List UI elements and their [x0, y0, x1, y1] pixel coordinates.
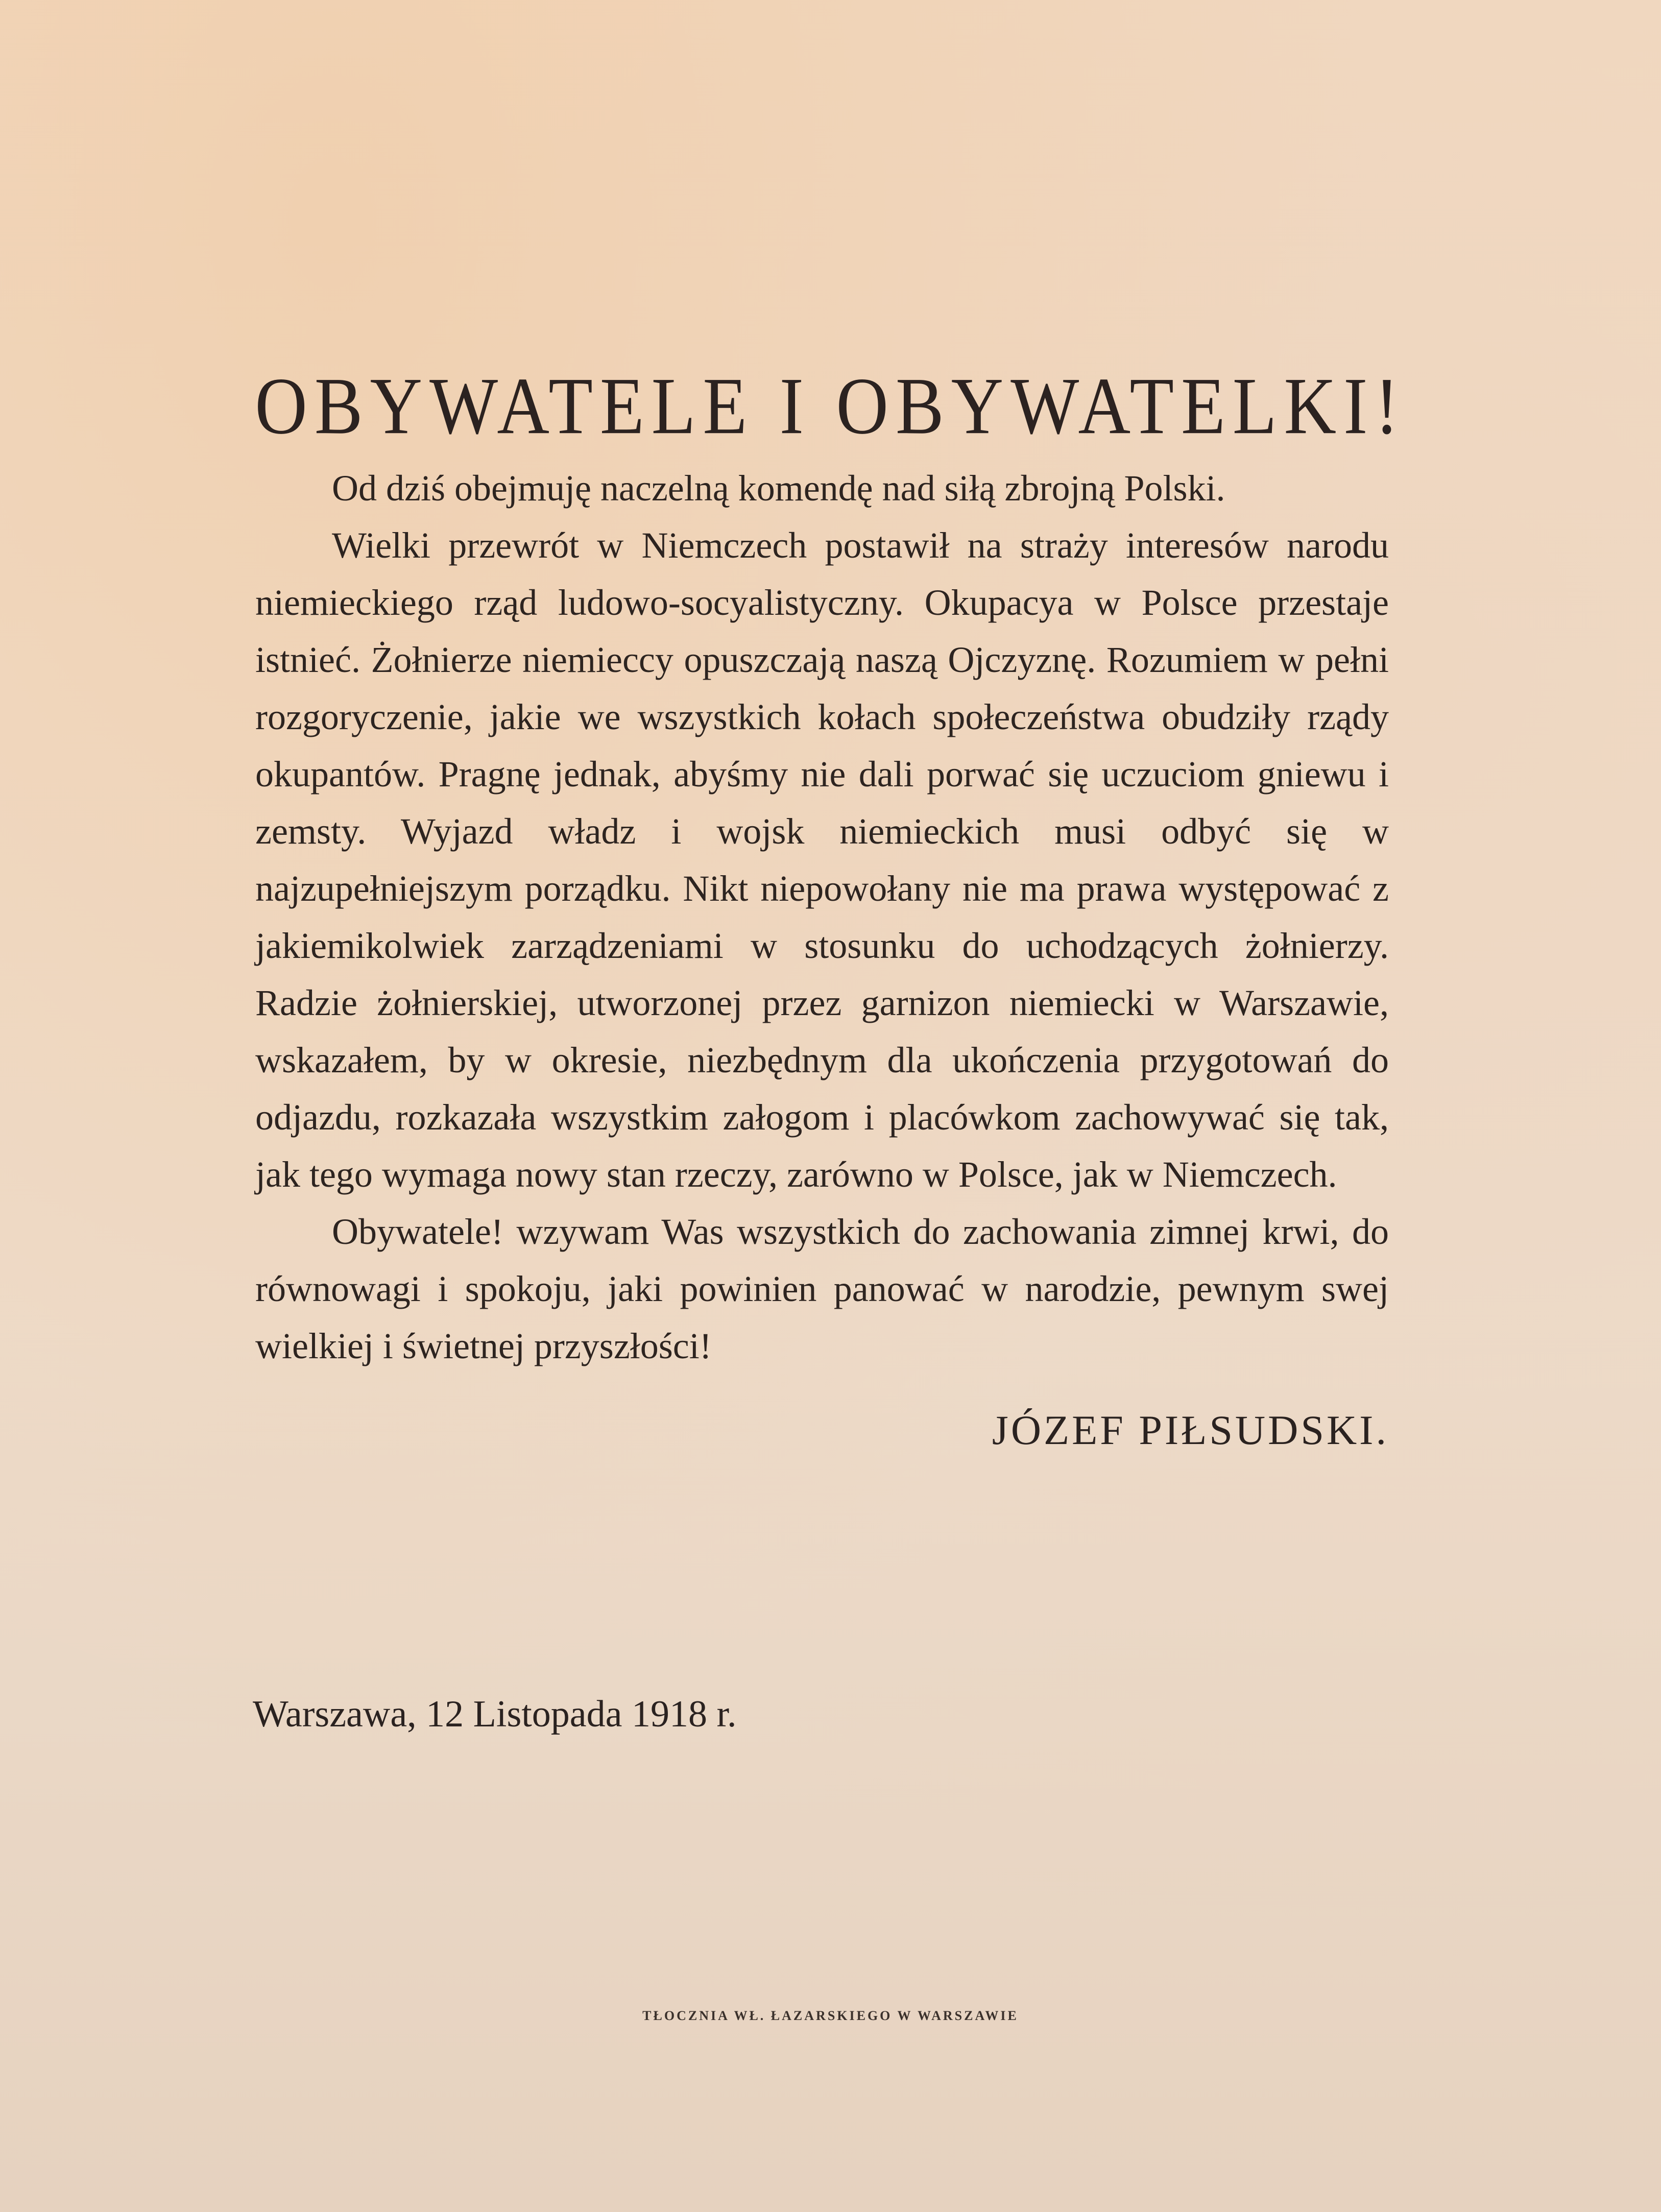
- proclamation-body: [255, 460, 1389, 1375]
- printer-imprint: TŁOCZNIA WŁ. ŁAZARSKIEGO W WARSZAWIE: [642, 2008, 1019, 2023]
- place-and-date: Warszawa, 12 Listopada 1918 r.: [253, 1693, 737, 1735]
- proclamation-title: OBYWATELE I OBYWATELKI!: [255, 360, 1406, 451]
- paragraph-3: Obywatele! wzywam Was wszystkich do zachowania zimnej krwi, do równowagi i spokoju, jaki powinien panować w narodzie, pewnym swej wielkiej i świetnej przyszłości!: [255, 1211, 1389, 1366]
- signature: JÓZEF PIŁSUDSKI.: [992, 1407, 1389, 1453]
- paragraph-2: Wielki przewrót w Niemczech postawił na straży interesów narodu niemieckiego rząd ludowo-socyalistyczny. Okupacya w Polsce przestaje istnieć. Żołnierze niemieccy opuszczają naszą Ojczyznę. Rozumiem w pełni rozgoryczenie, jakie we wszystkich kołach społeczeństwa obudziły rządy okupantów. Pragnę jednak, abyśmy nie dali porwać się uczuciom gniewu i zemsty. Wyjazd władz i wojsk niemieckich musi odbyć się w najzupełniejszym porządku. Nikt niepowołany nie ma prawa występować z jakiemikolwiek zarządzeniami w stosunku do uchodzących żołnierzy. Radzie żołnierskiej, utworzonej przez garnizon niemiecki w Warszawie, wskazałem, by w okresie, niezbędnym dla ukończenia przygotowań do odjazdu, rozkazała wszystkim załogom i placówkom zachowywać się tak, jak tego wymaga nowy stan rzeczy, zarówno w Polsce, jak w Niemczech.: [255, 525, 1389, 1195]
- paragraph-1: Od dziś obejmuję naczelną komendę nad siłą zbrojną Polski.: [332, 468, 1225, 509]
